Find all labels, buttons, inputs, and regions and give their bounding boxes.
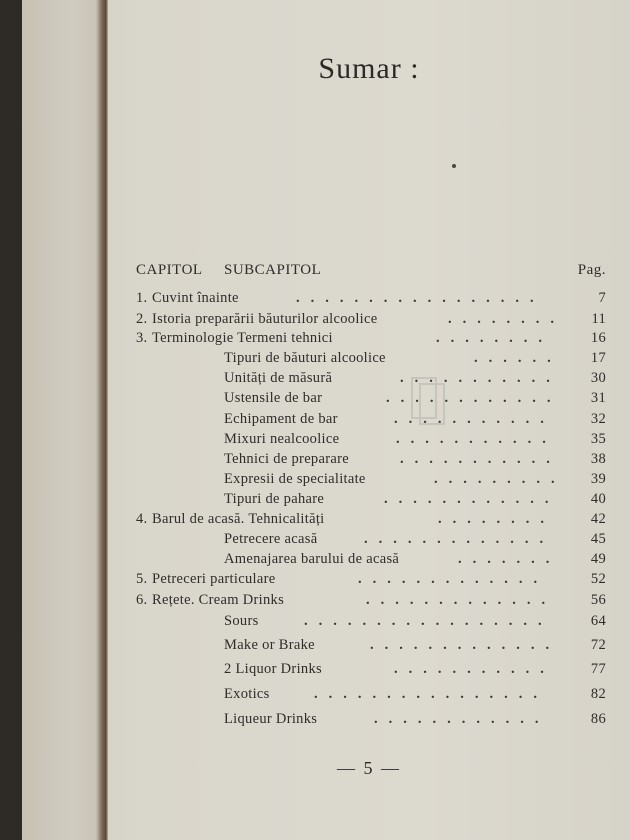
toc-entry-title: Expresii de specialitate	[224, 471, 366, 487]
toc-entry-page: 40	[590, 491, 606, 507]
toc-entry-page: 56	[590, 592, 606, 608]
toc-entry	[108, 311, 630, 331]
page-gutter	[22, 0, 108, 840]
toc-entry-title: Amenajarea barului de acasă	[224, 551, 400, 567]
toc-entry	[108, 451, 630, 471]
toc-entry-title: Sours	[224, 613, 259, 629]
toc-entry-number: 4.	[136, 511, 148, 527]
book-page	[22, 0, 630, 840]
toc-entry-title: 2 Liquor Drinks	[224, 661, 322, 677]
toc-entry-title: Petreceri particulare	[152, 571, 276, 587]
toc-entry	[108, 390, 630, 410]
toc-entry-number: 2.	[136, 311, 148, 327]
header-chapter: CAPITOL	[136, 262, 203, 278]
toc-entry	[108, 330, 630, 350]
toc-entry-title: Liqueur Drinks	[224, 711, 318, 727]
toc-entry-page: 64	[590, 613, 606, 629]
toc-entry-title: Ustensile de bar	[224, 390, 323, 406]
toc-leader-dots: ............	[374, 711, 550, 727]
toc-entry	[108, 711, 630, 731]
toc-entry-title: Echipament de bar	[224, 411, 338, 427]
toc-entry-page: 39	[590, 471, 606, 487]
toc-entry	[108, 290, 630, 310]
toc-entry	[108, 592, 630, 612]
toc-leader-dots: ................	[314, 686, 548, 702]
toc-leader-dots: .................	[304, 613, 553, 629]
toc-entry-page: 31	[590, 390, 606, 406]
toc-entry-title: Tipuri de pahare	[224, 491, 325, 507]
toc-entry	[108, 613, 630, 633]
toc-entry-number: 3.	[136, 330, 148, 346]
toc-leader-dots: ...........	[394, 411, 555, 427]
toc-entry-number: 6.	[136, 592, 148, 608]
toc-leader-dots: .............	[370, 637, 561, 653]
page-number: — 5 —	[337, 758, 401, 778]
toc-entry	[108, 637, 630, 657]
toc-entry-number: 1.	[136, 290, 148, 306]
toc-entry	[108, 511, 630, 531]
toc-entry-title: Tehnici de preparare	[224, 451, 349, 467]
toc-entry	[108, 411, 630, 431]
toc-entry-page: 42	[590, 511, 606, 527]
toc-entry	[108, 431, 630, 451]
header-subchapter: SUBCAPITOL	[224, 262, 322, 278]
toc-leader-dots: ......	[474, 350, 562, 366]
toc-entry-title: Mixuri nealcoolice	[224, 431, 340, 447]
toc-leader-dots: ........	[448, 311, 565, 327]
page-title: Sumar :	[318, 52, 420, 85]
toc-entry-title: Petrecere acasă	[224, 531, 318, 547]
toc-entry-page: 82	[590, 686, 606, 702]
toc-entry-title: Istoria preparării băuturilor alcoolice	[152, 311, 378, 327]
toc-entry	[108, 551, 630, 571]
toc-entry-title: Unități de măsură	[224, 370, 333, 386]
toc-entry-title: Exotics	[224, 686, 270, 702]
toc-entry-number: 5.	[136, 571, 148, 587]
header-page: Pag.	[577, 262, 606, 278]
toc-leader-dots: ........	[436, 330, 553, 346]
toc-leader-dots: .............	[358, 571, 549, 587]
toc-entry	[108, 661, 630, 681]
toc-entry-page: 11	[591, 311, 606, 327]
toc-leader-dots: ...........	[396, 431, 557, 447]
toc-entry	[108, 686, 630, 706]
toc-entry	[108, 370, 630, 390]
toc-entry-page: 7	[598, 290, 606, 306]
toc-entry-page: 77	[590, 661, 606, 677]
toc-entry	[108, 491, 630, 511]
toc-leader-dots: ...........	[400, 370, 561, 386]
toc-entry-title: Terminologie Termeni tehnici	[152, 330, 333, 346]
toc-leader-dots: .......	[458, 551, 561, 567]
toc-entry	[108, 350, 630, 370]
toc-leader-dots: ...........	[400, 451, 561, 467]
toc-entry-page: 35	[590, 431, 606, 447]
page-content	[108, 0, 630, 840]
toc-entry-page: 17	[590, 350, 606, 366]
toc-entry	[108, 571, 630, 591]
toc-entry-page: 16	[590, 330, 606, 346]
toc-entry-page: 38	[590, 451, 606, 467]
toc-entry-page: 72	[590, 637, 606, 653]
toc-leader-dots: .............	[364, 531, 555, 547]
toc-entry	[108, 471, 630, 491]
table-of-contents	[108, 0, 630, 840]
toc-leader-dots: ........	[438, 511, 555, 527]
toc-leader-dots: ............	[386, 390, 562, 406]
toc-entry-title: Cuvint înainte	[152, 290, 239, 306]
toc-leader-dots: .................	[296, 290, 545, 306]
toc-entry-title: Make or Brake	[224, 637, 315, 653]
toc-entry-page: 45	[590, 531, 606, 547]
toc-entry-page: 30	[590, 370, 606, 386]
toc-entry-title: Barul de acasă. Tehnicalități	[152, 511, 325, 527]
toc-entry-page: 32	[590, 411, 606, 427]
toc-entry-page: 52	[590, 571, 606, 587]
toc-entry	[108, 531, 630, 551]
toc-entry-page: 49	[590, 551, 606, 567]
toc-entry-page: 86	[590, 711, 606, 727]
toc-leader-dots: ............	[384, 491, 560, 507]
toc-entry-title: Tipuri de băuturi alcoolice	[224, 350, 386, 366]
toc-leader-dots: .........	[434, 471, 566, 487]
toc-entry-title: Rețete. Cream Drinks	[152, 592, 285, 608]
toc-leader-dots: .............	[366, 592, 557, 608]
toc-leader-dots: ...........	[394, 661, 555, 677]
